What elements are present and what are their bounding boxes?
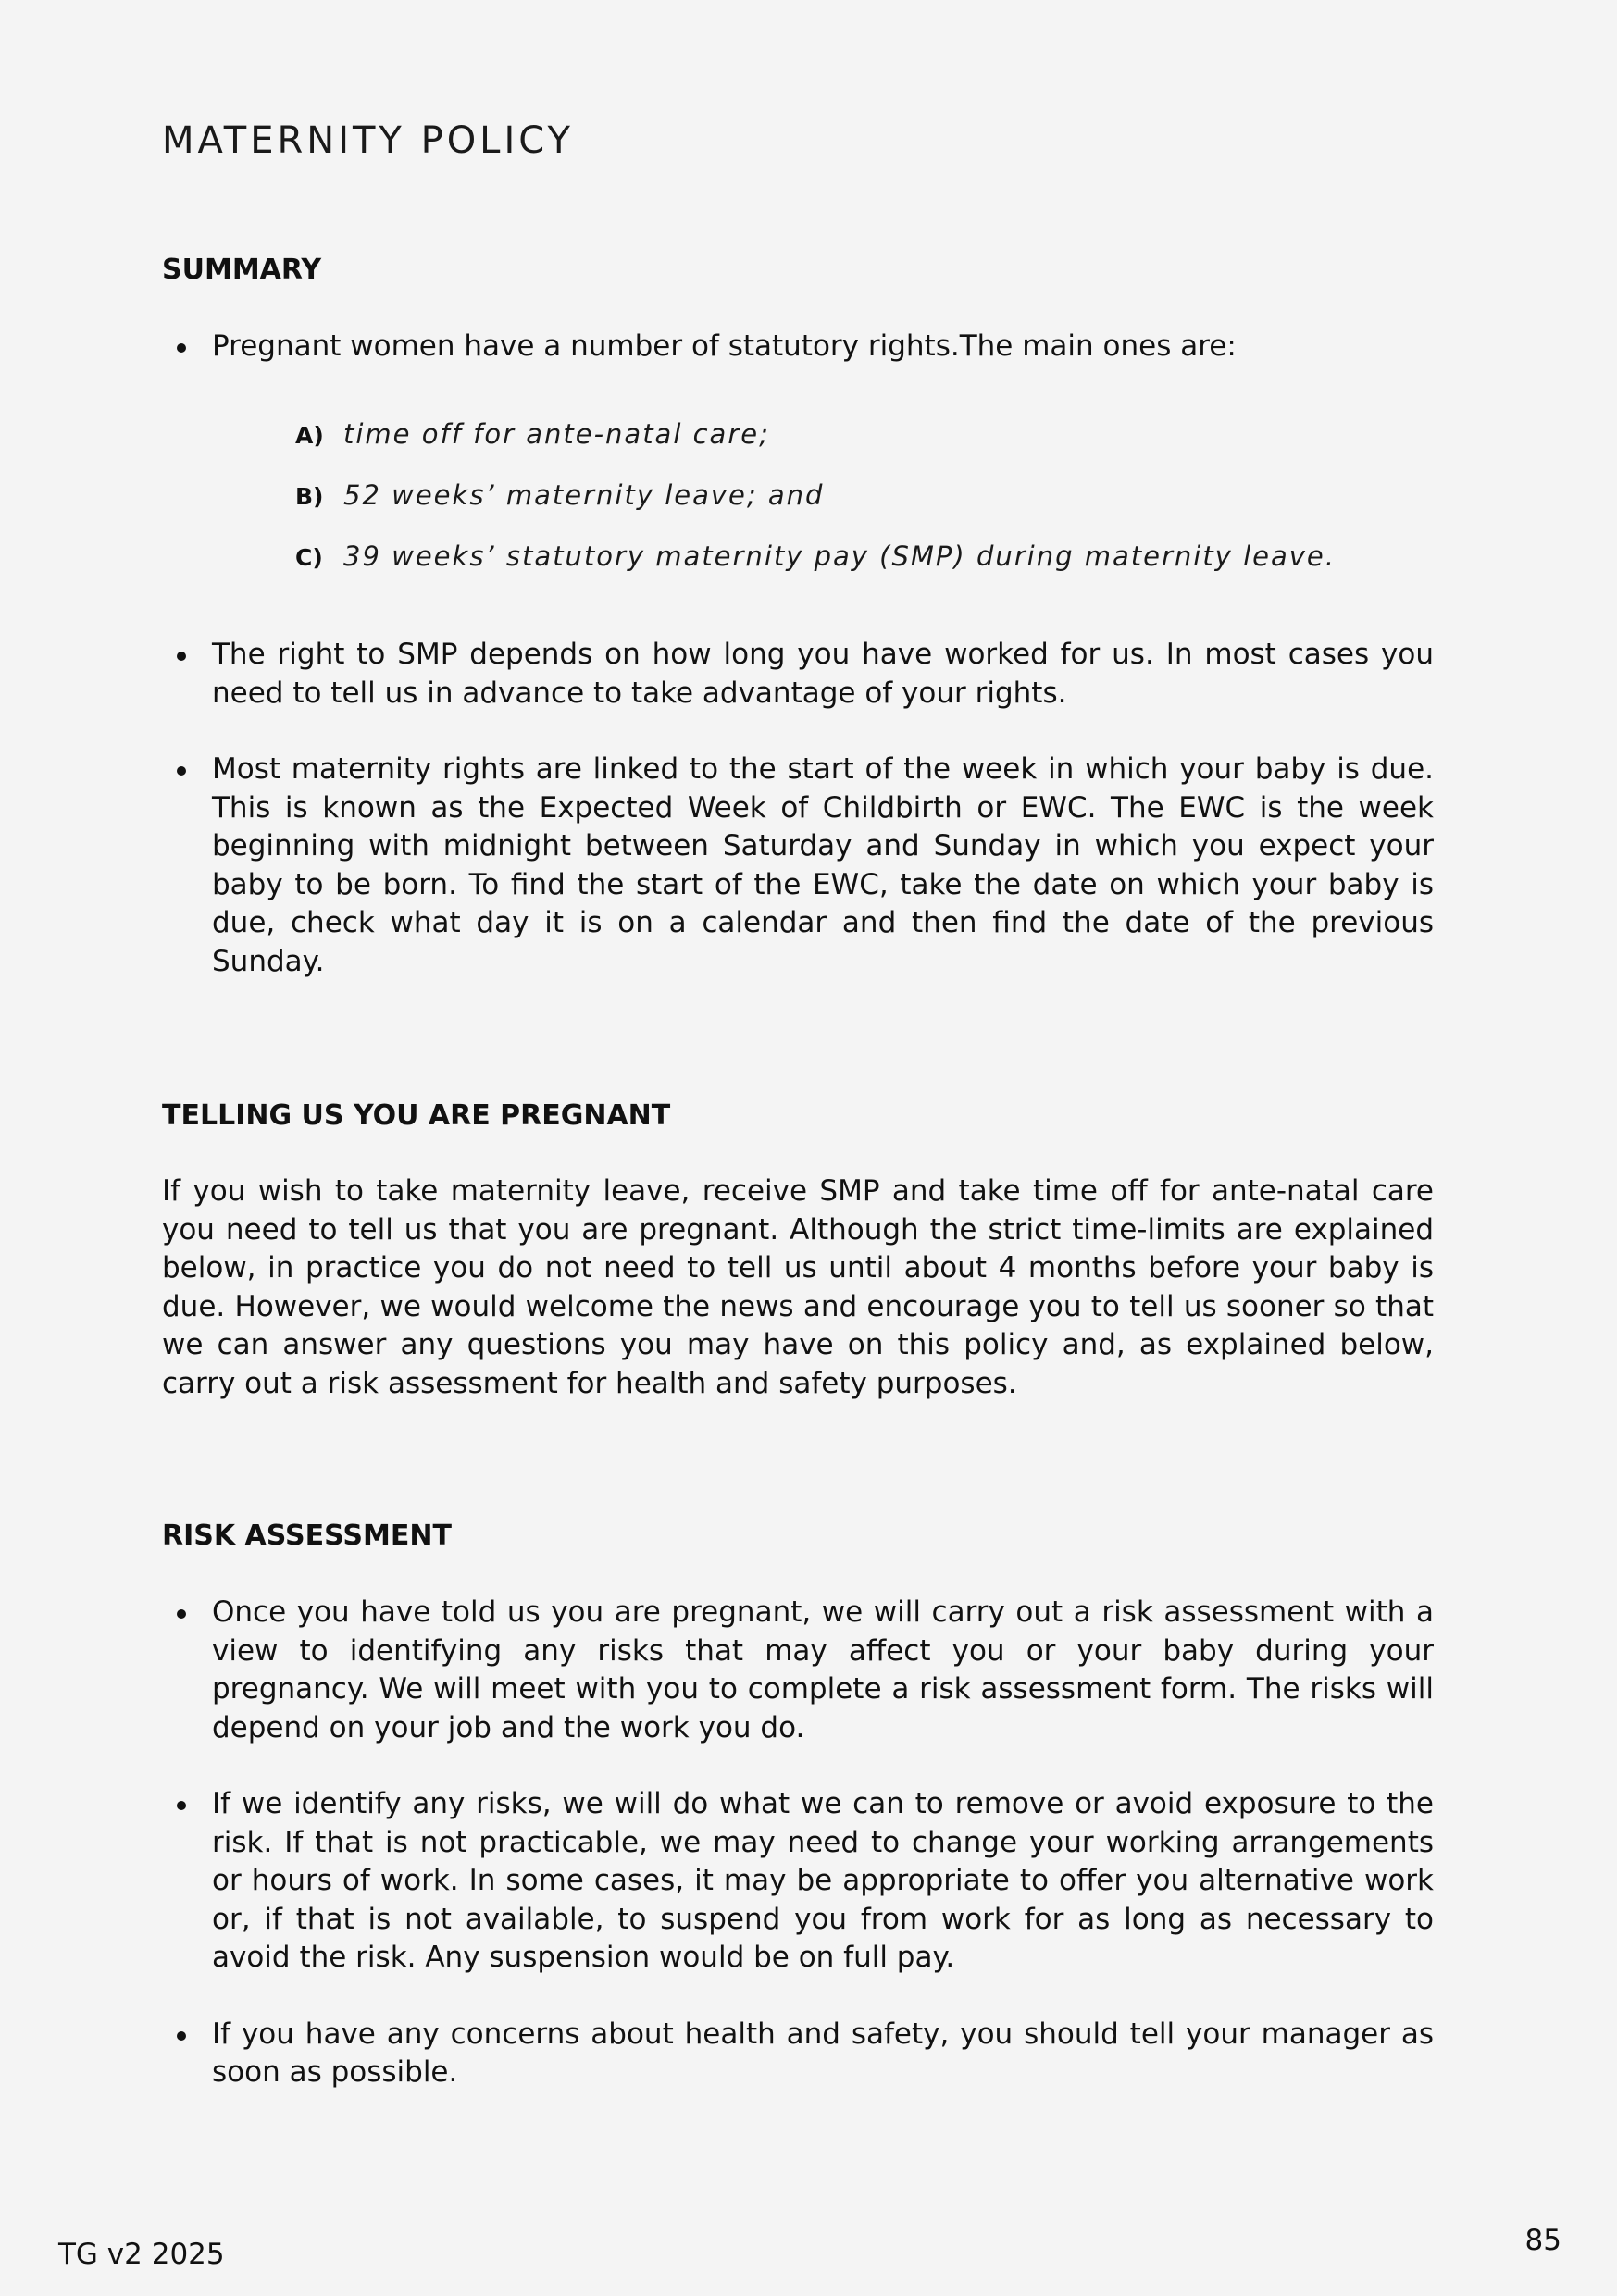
sublist-text: 39 weeks’ statutory maternity pay (SMP) during maternity leave.	[343, 540, 1336, 572]
list-item-text: If you have any concerns about health and safety, you should tell your manager as soon as possible.	[212, 2017, 1434, 2089]
bullet-icon	[177, 766, 186, 776]
risk-assessment-list	[162, 1594, 1434, 2092]
sublist-item	[295, 540, 1336, 602]
bullet-icon	[177, 1801, 186, 1810]
list-item	[162, 1785, 1434, 1978]
list-item-text: The right to SMP depends on how long you have worked for us. In most cases you need to tell us in advance to take advantage of your rights.	[212, 638, 1434, 710]
sublist-marker: C)	[295, 544, 323, 571]
sublist-text: 52 weeks’ maternity leave; and	[343, 479, 825, 511]
sublist-item	[295, 418, 1336, 479]
risk-assessment-heading: RISK ASSESSMENT	[162, 1520, 452, 1552]
sublist-text: time off for ante-natal care;	[343, 418, 770, 450]
list-item	[162, 1594, 1434, 1747]
page-title: MATERNITY POLICY	[162, 119, 574, 162]
summary-intro-list	[162, 328, 1434, 366]
sublist-marker: B)	[295, 483, 324, 510]
sublist-marker: A)	[295, 422, 324, 449]
list-item	[162, 2016, 1434, 2092]
list-item-text: Once you have told us you are pregnant, we will carry out a risk assessment with a view to identifying any risks that may affect you or your baby during your pregnancy. We will meet with you to complete a risk assessment form. The risks will depend on your job and the work you do.	[212, 1595, 1434, 1744]
list-item-text: Most maternity rights are linked to the start of the week in which your baby is due. This is known as the Expected Week of Childbirth or EWC. The EWC is the week beginning with midnight between Saturday and Sunday in which you expect your baby to be born. To find the start of the EWC, take the date on which your baby is due, check what day it is on a calendar and then find the date of the previous Sunday.	[212, 752, 1434, 978]
summary-details-list	[162, 636, 1434, 981]
list-item-text: Pregnant women have a number of statutory rights.The main ones are:	[212, 329, 1237, 363]
sublist-item	[295, 479, 1336, 540]
bullet-icon	[177, 343, 186, 353]
summary-heading: SUMMARY	[162, 254, 322, 286]
list-item	[162, 751, 1434, 981]
bullet-icon	[177, 652, 186, 661]
bullet-icon	[177, 2031, 186, 2041]
document-version: TG v2 2025	[58, 2238, 225, 2271]
list-item	[162, 636, 1434, 713]
bullet-icon	[177, 1609, 186, 1619]
page-number: 85	[1524, 2224, 1561, 2257]
telling-us-heading: TELLING US YOU ARE PREGNANT	[162, 1099, 671, 1132]
list-item	[162, 328, 1434, 366]
list-item-text: If we identify any risks, we will do what we can to remove or avoid exposure to the risk. If that is not practicable, we may need to change your working arrangements or hours of work. In some cases, it may be appropriate to offer you alternative work or, if that is not available, to suspend you from work for as long as necessary to avoid the risk. Any suspension would be on full pay.	[212, 1787, 1434, 1974]
telling-us-paragraph: If you wish to take maternity leave, receive SMP and take time off for ante-natal care you need to tell us that you are pregnant. Although the strict time-limits are explained below, in practice you do not need to tell us until about 4 months before your baby is due. However, we would welcome the news and encourage you to tell us sooner so that we can answer any questions you may have on this policy and, as explained below, carry out a risk assessment for health and safety purposes.	[162, 1174, 1434, 1400]
statutory-rights-sublist	[295, 418, 1336, 602]
